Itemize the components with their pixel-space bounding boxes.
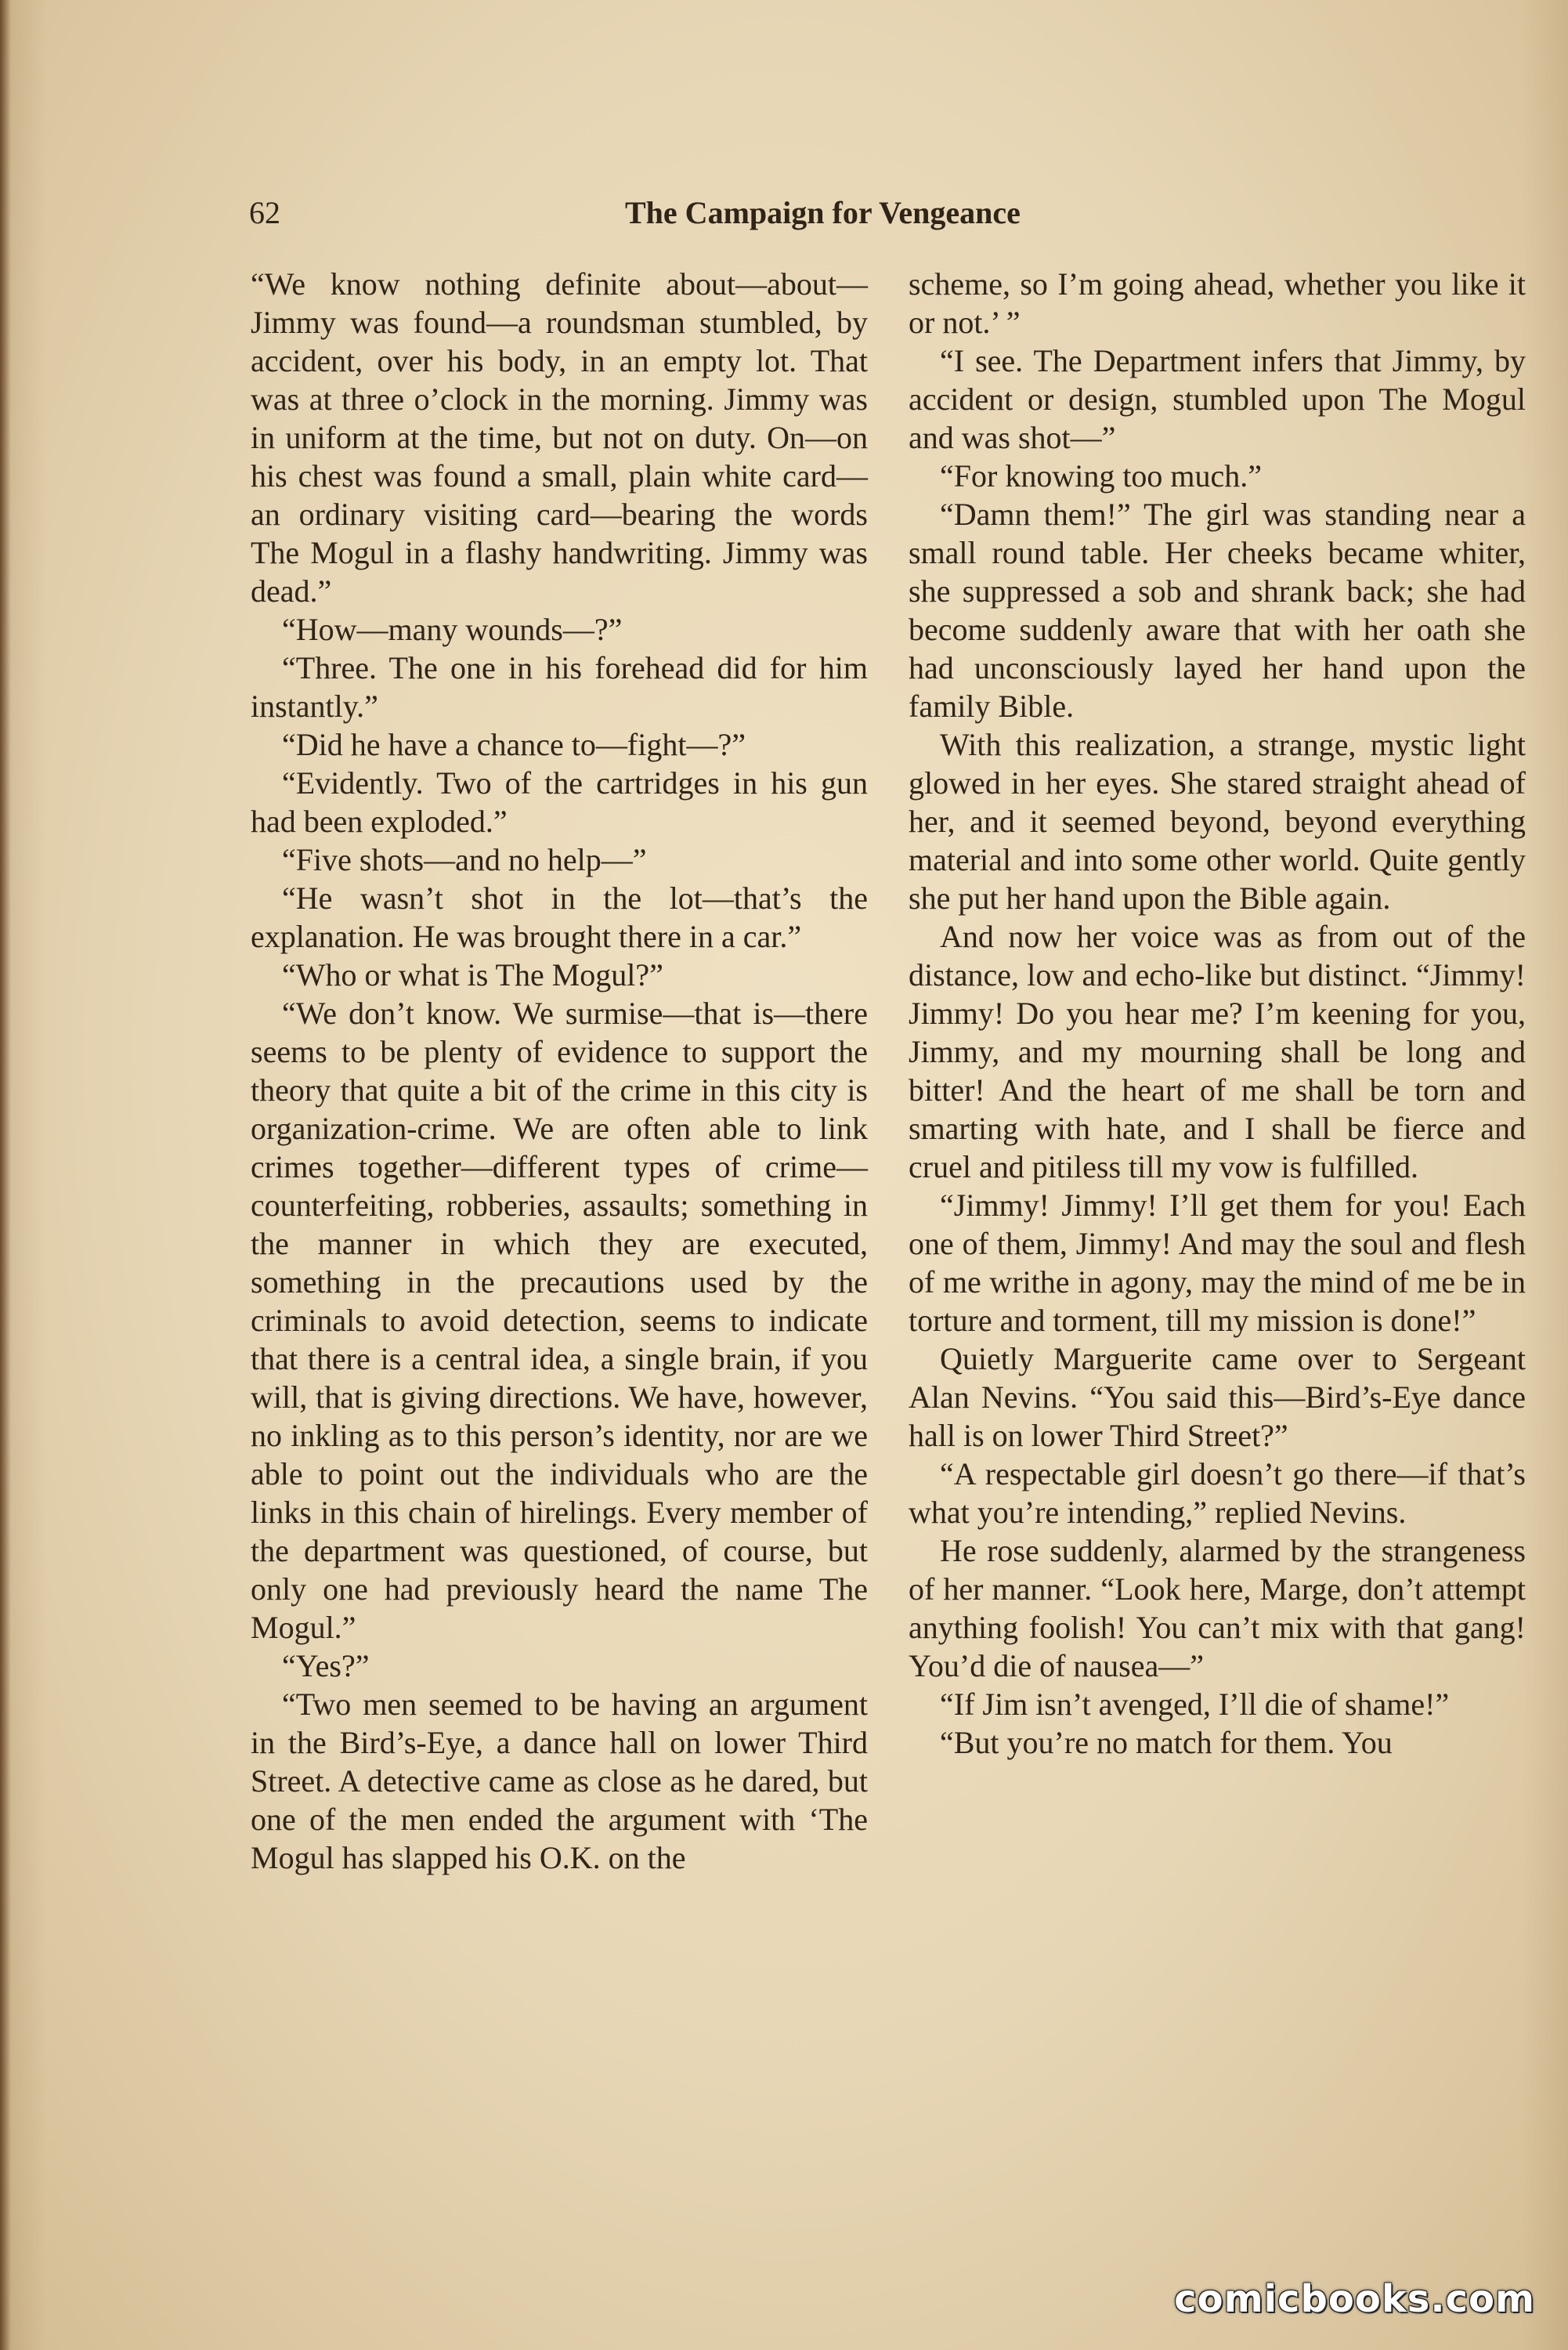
paragraph: And now her voice was as from out of the distance, low and echo-like but distinct. “Jimmy! Jimmy! Do you hear me? I’m keening for you, Jimmy, and my mourning shall be long and bitter! And the heart of me shall be torn and smarting with hate, and I shall be fierce and cruel and pitiless till my vow is fulfilled.: [909, 919, 1526, 1184]
paragraph: “If Jim isn’t avenged, I’ll die of shame!”: [940, 1687, 1450, 1722]
paragraph: “For knowing too much.”: [940, 458, 1263, 494]
paragraph: “Jimmy! Jimmy! I’ll get them for you! Each one of them, Jimmy! And may the soul and flesh of me writhe in agony, may the mind of me be in torture and torment, till my mission is done!”: [909, 1188, 1526, 1338]
paragraph: With this realization, a strange, mystic light glowed in her eyes. She stared straight ahead of her, and it seemed beyond, beyond everything material and into some other world. Quite gently she put her hand upon the Bible again.: [909, 727, 1526, 916]
paragraph: He rose suddenly, alarmed by the strangeness of her manner. “Look here, Marge, don’t attempt anything foolish! You can’t mix with that gang! You’d die of nausea—”: [909, 1533, 1526, 1683]
running-title: The Campaign for Vengeance: [625, 195, 1021, 230]
paragraph: “I see. The Department infers that Jimmy, by accident or design, stumbled upon The Mogul and was shot—”: [909, 343, 1526, 455]
paragraph: “Did he have a chance to—fight—?”: [282, 727, 746, 762]
paragraph: “We know nothing definite about—about—Jimmy was found—a roundsman stumbled, by accident, over his body, in an empty lot. That was at three o’clock in the morning. Jimmy was in uniform at the time, but not on duty. On—on his chest was found a small, plain white card—an ordinary visiting card—bearing the words The Mogul in a flashy handwriting. Jimmy was dead.”: [251, 266, 868, 609]
paragraph: “We don’t know. We surmise—that is—there seems to be plenty of evidence to support the theory that quite a bit of the crime in this city is organization-crime. We are often able to link crimes together—different types of crime—counterfeiting, robberies, assaults; something in the manner in which they are executed, something in the precautions used by the criminals to avoid detection, seems to indicate that there is a central idea, a single brain, if you will, that is giving directions. We have, however, no inkling as to this person’s identity, nor are we able to point out the individuals who are the links in this chain of hirelings. Every member of the department was questioned, of course, but only one had previously heard the name The Mogul.”: [251, 996, 868, 1645]
left-text-column: [251, 265, 868, 1877]
paragraph: “Three. The one in his forehead did for him instantly.”: [251, 650, 868, 724]
paragraph: Quietly Marguerite came over to Sergeant Alan Nevins. “You said this—Bird’s-Eye dance hall is on lower Third Street?”: [909, 1341, 1526, 1453]
paragraph: “But you’re no match for them. You: [940, 1725, 1393, 1760]
paragraph: “Damn them!” The girl was standing near a small round table. Her cheeks became whiter, she suppressed a sob and shrank back; she had become suddenly aware that with her oath she had unconsciously layed her hand upon the family Bible.: [909, 497, 1526, 724]
paragraph: “He wasn’t shot in the lot—that’s the explanation. He was brought there in a car.”: [251, 880, 868, 954]
paragraph: “Two men seemed to be having an argument in the Bird’s-Eye, a dance hall on lower Third Street. A detective came as close as he dared, but one of the men ended the argument with ‘The Mogul has slapped his O.K. on the: [251, 1687, 868, 1875]
book-spine-shadow: [0, 0, 11, 2350]
paragraph: “A respectable girl doesn’t go there—if that’s what you’re intending,” replied Nevins.: [909, 1456, 1526, 1530]
paragraph: “Who or what is The Mogul?”: [282, 957, 663, 992]
page-number: 62: [249, 195, 280, 230]
paragraph: “Five shots—and no help—”: [282, 842, 647, 877]
watermark-logo: comicbooks.com: [1174, 2277, 1535, 2321]
page-header: [249, 191, 1534, 235]
right-text-column: [909, 265, 1526, 1762]
paragraph: “How—many wounds—?”: [282, 612, 623, 647]
paragraph: “Yes?”: [282, 1648, 370, 1683]
paragraph: “Evidently. Two of the cartridges in his gun had been exploded.”: [251, 765, 868, 839]
paragraph: scheme, so I’m going ahead, whether you like it or not.’ ”: [909, 266, 1526, 340]
